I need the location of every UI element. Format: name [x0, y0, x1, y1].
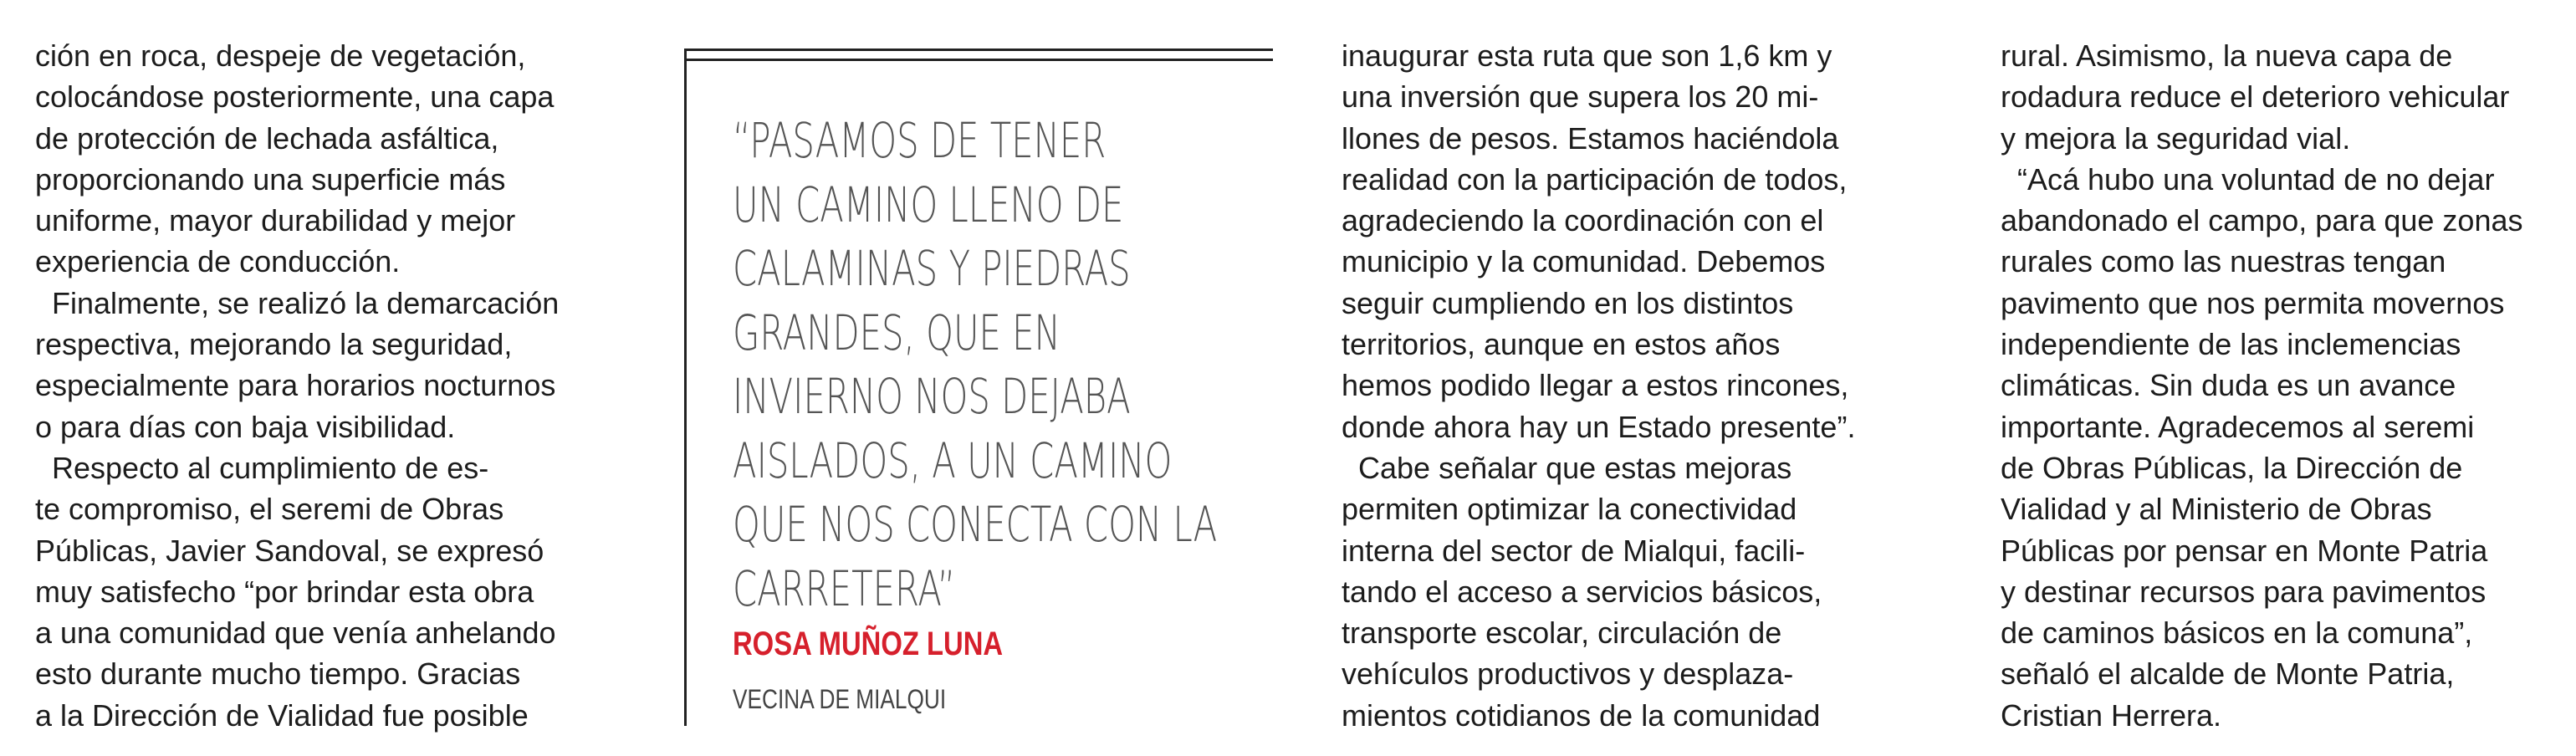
body-text-line: señaló el alcalde de Monte Patria, [2001, 656, 2455, 692]
body-text-line: rurales como las nuestras tengan [2001, 244, 2446, 279]
pull-quote-text [733, 109, 1218, 621]
body-text-line: muy satisfecho “por brindar esta obra [35, 574, 534, 609]
body-text-line: colocándose posteriormente, una capa [35, 79, 555, 115]
body-text-line: interna del sector de Mialqui, facili- [1342, 533, 1806, 568]
body-text-line: a la Dirección de Vialidad fue posible [35, 697, 529, 733]
article-column-3 [1342, 35, 1919, 736]
body-text-line: abandonado el campo, para que zonas [2001, 203, 2523, 238]
body-text-line: esto durante mucho tiempo. Gracias [35, 656, 521, 692]
body-text-line: y destinar recursos para pavimentos [2001, 574, 2487, 609]
pull-quote-line: CARRETERA” [733, 559, 956, 617]
article-column-4 [2001, 35, 2569, 736]
pull-quote-author: ROSA MUÑOZ LUNA [733, 626, 1004, 662]
body-text-line: Cabe señalar que estas mejoras [1342, 450, 1792, 485]
article-column-1 [35, 35, 621, 736]
body-text-line: uniforme, mayor durabilidad y mejor [35, 203, 516, 238]
body-text-line: llones de pesos. Estamos haciéndola [1342, 120, 1839, 156]
body-text-line: respectiva, mejorando la seguridad, [35, 327, 513, 362]
body-text-line: tando el acceso a servicios básicos, [1342, 574, 1822, 609]
body-text-line: proporcionando una superficie más [35, 161, 506, 197]
body-text-line: o para días con baja visibilidad. [35, 409, 456, 444]
body-text-line: seguir cumpliendo en los distintos [1342, 285, 1794, 320]
body-text-line: rural. Asimismo, la nueva capa de [2001, 38, 2453, 73]
body-text-line: te compromiso, el seremi de Obras [35, 492, 504, 527]
body-text-line: Vialidad y al Ministerio de Obras [2001, 492, 2432, 527]
body-text-line: y mejora la seguridad vial. [2001, 120, 2351, 156]
pull-quote-second-rule [684, 59, 1273, 61]
pull-quote-line: AISLADOS, A UN CAMINO [733, 432, 1173, 489]
body-text-line: Públicas, Javier Sandoval, se expresó [35, 533, 544, 568]
body-text-line: inaugurar esta ruta que son 1,6 km y [1342, 38, 1832, 73]
body-text-line: a una comunidad que venía anhelando [35, 616, 556, 651]
pull-quote-line: CALAMINAS Y PIEDRAS [733, 240, 1131, 297]
body-text-line: rodadura reduce el deterioro vehicular [2001, 79, 2510, 115]
pull-quote-line: “PASAMOS DE TENER [733, 112, 1107, 169]
body-text-line: especialmente para horarios nocturnos [35, 368, 556, 403]
body-text-line: de protección de lechada asfáltica, [35, 120, 499, 156]
body-text-line: climáticas. Sin duda es un avance [2001, 368, 2456, 403]
body-text-line: Finalmente, se realizó la demarcación [35, 285, 560, 320]
body-text-line: hemos podido llegar a estos rincones, [1342, 368, 1849, 403]
pull-quote-left-rule [684, 49, 687, 726]
body-text-line: municipio y la comunidad. Debemos [1342, 244, 1826, 279]
body-text-line: Respecto al cumplimiento de es- [35, 450, 489, 485]
body-text-line: una inversión que supera los 20 mi- [1342, 79, 1819, 115]
pull-quote-line: INVIERNO NOS DEJABA [733, 368, 1131, 425]
body-text-line: transporte escolar, circulación de [1342, 616, 1782, 651]
body-text-line: realidad con la participación de todos, [1342, 161, 1848, 197]
pull-quote-line: UN CAMINO LLENO DE [733, 176, 1124, 233]
body-text-line: “Acá hubo una voluntad de no dejar [2001, 161, 2495, 197]
pull-quote-author-role: VECINA DE MIALQUI [733, 684, 947, 714]
pull-quote [684, 49, 1273, 726]
body-text-line: mientos cotidianos de la comunidad [1342, 697, 1821, 733]
body-text-line: de caminos básicos en la comuna”, [2001, 616, 2473, 651]
body-text-line: ción en roca, despeje de vegetación, [35, 38, 526, 73]
body-text-line: independiente de las inclemencias [2001, 327, 2461, 362]
body-text-line: Cristian Herrera. [2001, 697, 2222, 733]
body-text-line: de Obras Públicas, la Dirección de [2001, 450, 2463, 485]
body-text-line: territorios, aunque en estos años [1342, 327, 1781, 362]
body-text-line: vehículos productivos y desplaza- [1342, 656, 1794, 692]
body-text-line: permiten optimizar la conectividad [1342, 492, 1797, 527]
body-text-line: donde ahora hay un Estado presente”. [1342, 409, 1856, 444]
pull-quote-line: GRANDES, QUE EN [733, 304, 1061, 361]
pull-quote-top-rule [684, 49, 1273, 51]
pull-quote-line: QUE NOS CONECTA CON LA [733, 496, 1218, 553]
body-text-line: pavimento que nos permita movernos [2001, 285, 2505, 320]
body-text-line: experiencia de conducción. [35, 244, 401, 279]
body-text-line: Públicas por pensar en Monte Patria [2001, 533, 2488, 568]
body-text-line: agradeciendo la coordinación con el [1342, 203, 1824, 238]
body-text-line: importante. Agradecemos al seremi [2001, 409, 2475, 444]
